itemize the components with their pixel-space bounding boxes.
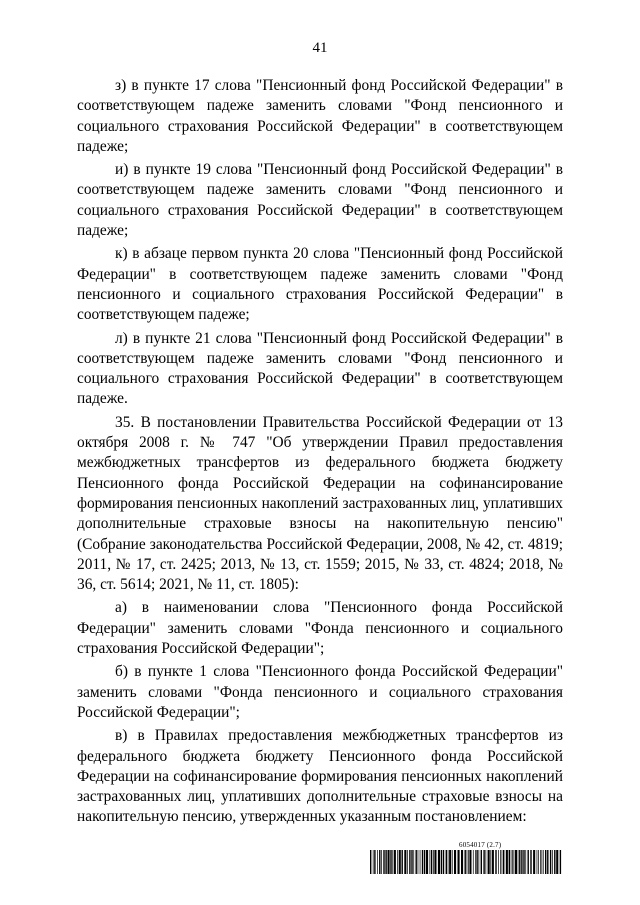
paragraph-35: 35. В постановлении Правительства Российской Федерации от 13 октября 2008 г. № 747 "Об утверждении Правил предоставления межбюджетных трансфертов из федерального бюджета бюджету Пенсионного фонда Российской Федерации на софинансирование формирования пенсионных накоплений застрахованных лиц, уплативших дополнительные страховые взносы на накопительную пенсию" (Собрание законодательства Российской Федерации, 2008, № 42, ст. 4819; 2011, № 17, ст. 2425; 2013, № 13, ст. 1559; 2015, № 33, ст. 4824; 2018, № 36, ст. 5614; 2021, № 11, ст. 1805):: [77, 413, 563, 594]
page-number: 41: [312, 40, 328, 56]
paragraph-b: б) в пункте 1 слова "Пенсионного фонда Российской Федерации" заменить словами "Фонда пенсионного и социального страхования Российской Федерации";: [77, 663, 563, 721]
paragraph-v: в) в Правилах предоставления межбюджетных трансфертов из федерального бюджета бюджету Пенсионного фонда Российской Федерации на софинансирование формирования пенсионных накоплений застрахованных лиц, уплативших дополнительные страховые взносы на накопительную пенсию, утвержденных указанным постановлением:: [77, 727, 563, 826]
paragraph-z: з) в пункте 17 слова "Пенсионный фонд Российской Федерации" в соответствующем падеже заменить словами "Фонд пенсионного и социального страхования Российской Федерации" в соответствующем падеже;: [77, 77, 563, 155]
document-code: 6054017 (2.7): [459, 841, 502, 849]
paragraph-l: л) в пункте 21 слова "Пенсионный фонд Российской Федерации" в соответствующем падеже заменить словами "Фонд пенсионного и социального страхования Российской Федерации" в соответствующем падеже.: [77, 329, 563, 408]
paragraph-a: а) в наименовании слова "Пенсионного фонда Российской Федерации" заменить словами "Фонда пенсионного и социального страхования Российской Федерации";: [77, 599, 563, 658]
paragraph-k: к) в абзаце первом пункта 20 слова "Пенсионный фонд Российской Федерации" в соответствующем падеже заменить словами "Фонд пенсионного и социального страхования Российской Федерации" в соответствующем падеже;: [77, 245, 563, 324]
paragraph-i: и) в пункте 19 слова "Пенсионный фонд Российской Федерации" в соответствующем падеже заменить словами "Фонд пенсионного и социального страхования Российской Федерации" в соответствующем падеже;: [77, 161, 563, 240]
barcode: [370, 850, 564, 874]
document-body: [77, 76, 563, 828]
